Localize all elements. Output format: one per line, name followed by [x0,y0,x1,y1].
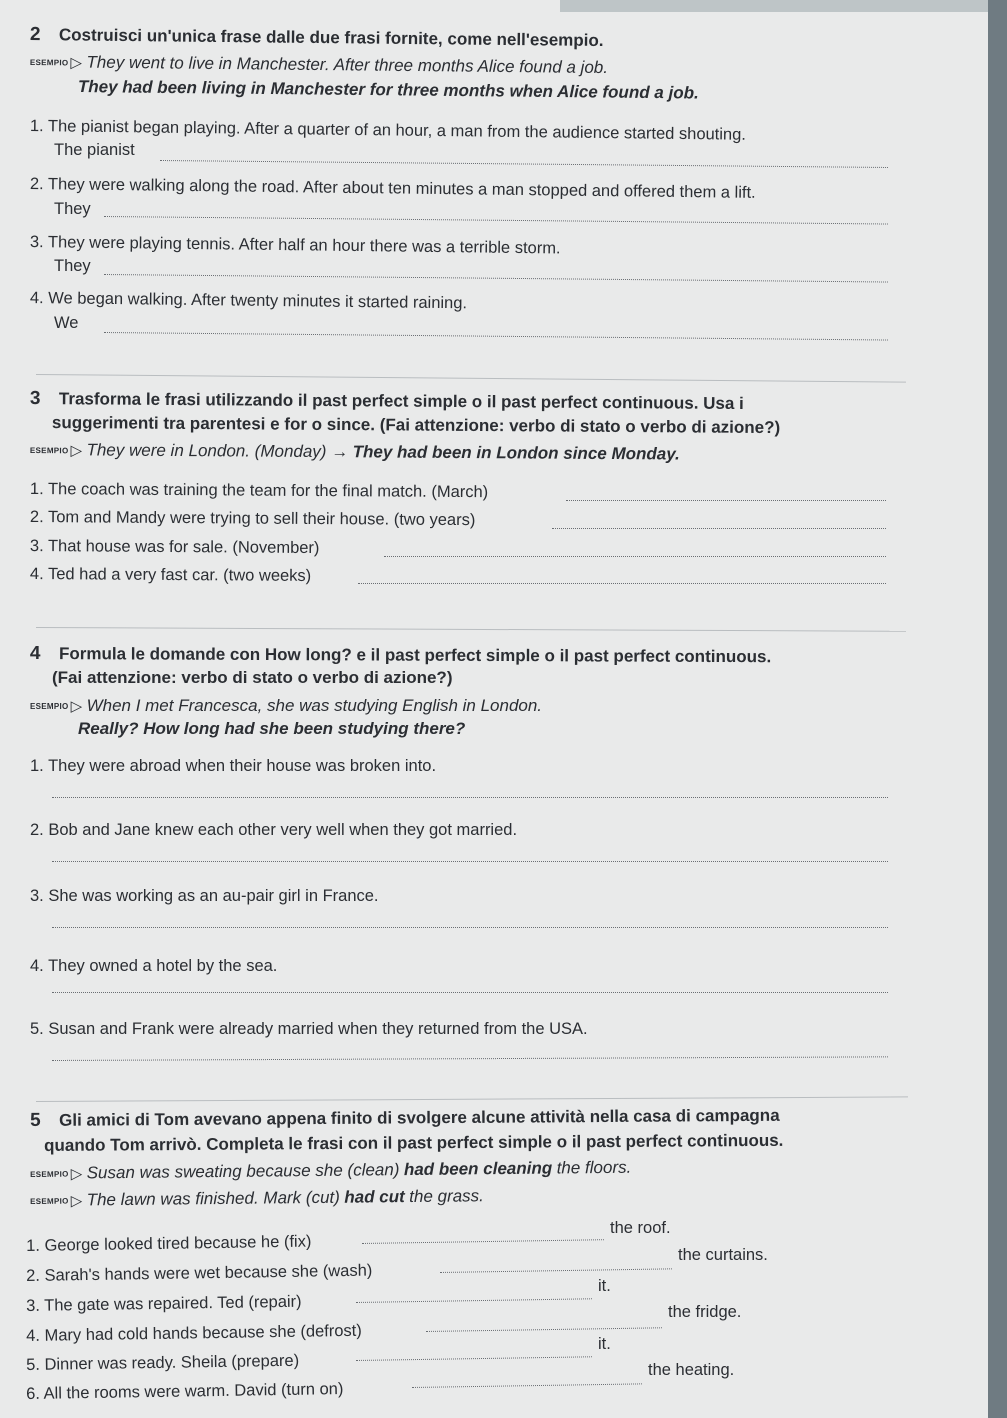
item-text: Dinner was ready. Sheila (prepare) [44,1351,300,1374]
exercise-4-item-1 [30,757,436,776]
exercise-3-instruction-1: Trasforma le frasi utilizzando il past perfect simple o il past perfect continuous. Usa i [58,389,744,413]
example-answer: They had been in London since Monday. [352,442,680,464]
item-text: They were abroad when their house was broken into. [48,757,437,775]
exercise-4-item-2 [30,821,517,840]
page-top-band [560,0,990,12]
exercise-2-item-1 [30,117,746,145]
answer-line[interactable] [52,797,888,798]
item-number: 1. [29,480,44,499]
exercise-5-item-4-end: the fridge. [668,1303,742,1321]
section-divider [36,374,906,383]
exercise-2-item-4 [30,289,467,313]
answer-line[interactable] [104,274,888,283]
exercise-5-instruction-2: quando Tom arrivò. Completa le frasi con il past perfect simple o il past perfect continuous. [44,1130,784,1155]
item-text: The gate was repaired. Ted (repair) [44,1292,302,1315]
exercise-4-item-4 [30,957,277,976]
exercise-5-item-2-end: the curtains. [678,1246,768,1264]
item-number: 2. [29,508,44,527]
exercise-5-header [30,1105,780,1132]
item-text: All the rooms were warm. David (turn on) [43,1380,344,1403]
item-text: They were walking along the road. After about ten minutes a man stopped and offered them a lift. [47,175,756,202]
example-answer: had cut [344,1187,405,1207]
exercise-5-item-5 [26,1352,299,1375]
example-prompt: When I met Francesca, she was studying English in London. [86,696,543,715]
exercise-5-example-1 [30,1158,631,1184]
example-prompt: The lawn was finished. Mark (cut) [86,1187,340,1210]
item-text: Ted had a very fast car. [47,565,219,585]
answer-line[interactable] [440,1268,672,1273]
answer-line[interactable] [104,332,888,341]
exercise-2-instruction: Costruisci un'unica frase dalle due frasi fornite, come nell'esempio. [58,25,604,51]
exercise-4-example [30,696,542,716]
example-prompt: They went to live in Manchester. After three months Alice found a job. [86,52,609,78]
example-arrow-icon: ▷ [70,1165,83,1183]
item-hint: (two weeks) [223,566,312,585]
item-text: We began walking. After twenty minutes it started raining. [48,289,468,313]
answer-line[interactable] [412,1383,642,1388]
answer-line[interactable] [566,500,886,501]
item-number: 4. [30,957,44,975]
item-text: Bob and Jane knew each other very well when they got married. [48,821,518,839]
exercise-5-item-6-end: the heating. [648,1361,735,1379]
exercise-2-item-2 [30,175,756,203]
example-arrow-icon: ▷ [70,698,83,715]
answer-line[interactable] [358,583,886,584]
exercise-2-item-3 [30,233,561,258]
item-text: Susan and Frank were already married when they returned from the USA. [48,1020,588,1038]
example-tag: ESEMPIO [29,446,69,456]
answer-line[interactable] [356,1298,592,1303]
example-answer: had been cleaning [403,1158,553,1180]
exercise-5-item-5-end: it. [598,1335,611,1353]
item-text: Mary had cold hands because she (defrost) [44,1321,362,1345]
exercise-3-item-1 [30,480,488,502]
item-text: The coach was training the team for the final match. [47,480,427,501]
item-number: 5. [26,1355,41,1374]
example-arrow-icon: ▷ [70,442,83,460]
exercise-4-example-answer: Really? How long had she been studying there? [78,719,466,738]
exercise-4-item-3 [30,887,379,906]
exercise-4-header [30,643,771,668]
example-tag: ESEMPIO [29,58,69,68]
item-text: She was working as an au-pair girl in France. [48,887,379,905]
item-number: 1. [29,117,44,136]
exercise-5-number: 5 [30,1109,41,1131]
answer-line[interactable] [52,1056,888,1061]
exercise-3-item-2 [30,508,476,530]
exercise-4-number: 4 [29,643,41,665]
example-tag: ESEMPIO [30,702,69,712]
item-number: 2. [29,175,44,194]
exercise-5-item-2 [26,1262,372,1286]
exercise-4-item-5 [30,1020,588,1039]
exercise-5-item-1 [26,1233,312,1256]
example-prompt: They were in London. (Monday) → [86,440,349,462]
item-text: George looked tired because he (fix) [44,1232,312,1255]
item-hint: (two years) [393,510,476,530]
answer-line[interactable] [104,216,888,225]
section-divider [36,1096,908,1102]
item-number: 4. [29,565,44,584]
answer-line[interactable] [52,861,888,862]
item-number: 3. [29,537,44,556]
exercise-5-item-4 [26,1322,362,1346]
exercise-3-number: 3 [29,388,41,410]
exercise-3-header [30,388,744,415]
section-divider [36,627,906,632]
item-number: 5. [30,1020,44,1038]
exercise-5-item-3 [26,1293,302,1316]
example-tag: ESEMPIO [30,1196,69,1207]
answer-line[interactable] [52,992,888,993]
exercise-5-item-3-end: it. [598,1277,611,1295]
item-text: Sarah's hands were wet because she (wash) [44,1261,373,1285]
item-text: That house was for sale. [47,537,228,557]
example-end: the grass. [409,1186,484,1207]
exercise-2-item-3-start: They [54,257,91,275]
exercise-2-example-answer: They had been living in Manchester for three months when Alice found a job. [77,77,699,103]
item-number: 1. [26,1236,41,1255]
item-number: 6. [26,1384,41,1403]
exercise-3-item-4 [30,565,311,586]
item-text: The pianist began playing. After a quarter of an hour, a man from the audience started shouting. [47,117,747,144]
exercise-5-item-1-end: the roof. [610,1219,671,1237]
exercise-2-item-1-start: The pianist [54,141,135,159]
item-text: They owned a hotel by the sea. [48,957,278,975]
exercise-3-instruction-2: suggerimenti tra parentesi e for o since. (Fai attenzione: verbo di stato o verbo di azione?) [51,413,781,438]
answer-line[interactable] [384,556,886,557]
exercise-2-example [30,52,608,78]
answer-line[interactable] [160,160,888,168]
exercise-3-item-3 [30,537,320,558]
answer-line[interactable] [362,1239,604,1244]
item-number: 3. [26,1296,41,1315]
exercise-4-instruction-2: (Fai attenzione: verbo di stato o verbo di azione?) [52,668,453,687]
book-edge [988,0,1007,1418]
exercise-2-header [30,24,604,52]
item-hint: (November) [232,538,320,558]
item-hint: (March) [431,482,489,502]
example-arrow-icon: ▷ [70,54,83,72]
exercise-2-number: 2 [29,24,41,46]
exercise-4-instruction-1: Formula le domande con How long? e il past perfect simple o il past perfect continuous. [58,644,772,667]
exercise-3-example [30,440,680,465]
example-arrow-icon: ▷ [70,1192,83,1210]
answer-line[interactable] [356,1356,592,1361]
exercise-2-item-2-start: They [54,200,91,218]
answer-line[interactable] [52,927,888,928]
item-number: 3. [30,887,44,905]
exercise-2-item-4-start: We [54,314,79,332]
item-number: 4. [26,1326,41,1345]
item-number: 1. [30,757,44,775]
item-number: 3. [29,233,44,252]
item-text: They were playing tennis. After half an hour there was a terrible storm. [47,233,561,258]
item-number: 4. [29,289,44,308]
exercise-5-item-6 [26,1380,344,1404]
exercise-5-instruction-1: Gli amici di Tom avevano appena finito di svolgere alcune attività nella casa di campagna [59,1105,780,1130]
answer-line[interactable] [426,1327,662,1332]
exercise-5-example-2 [30,1186,484,1211]
example-prompt: Susan was sweating because she (clean) [86,1160,400,1183]
item-number: 2. [26,1266,41,1285]
item-number: 2. [30,821,44,839]
example-tag: ESEMPIO [30,1169,69,1180]
answer-line[interactable] [552,528,886,529]
example-end: the floors. [556,1157,632,1178]
item-text: Tom and Mandy were trying to sell their house. [47,508,390,529]
